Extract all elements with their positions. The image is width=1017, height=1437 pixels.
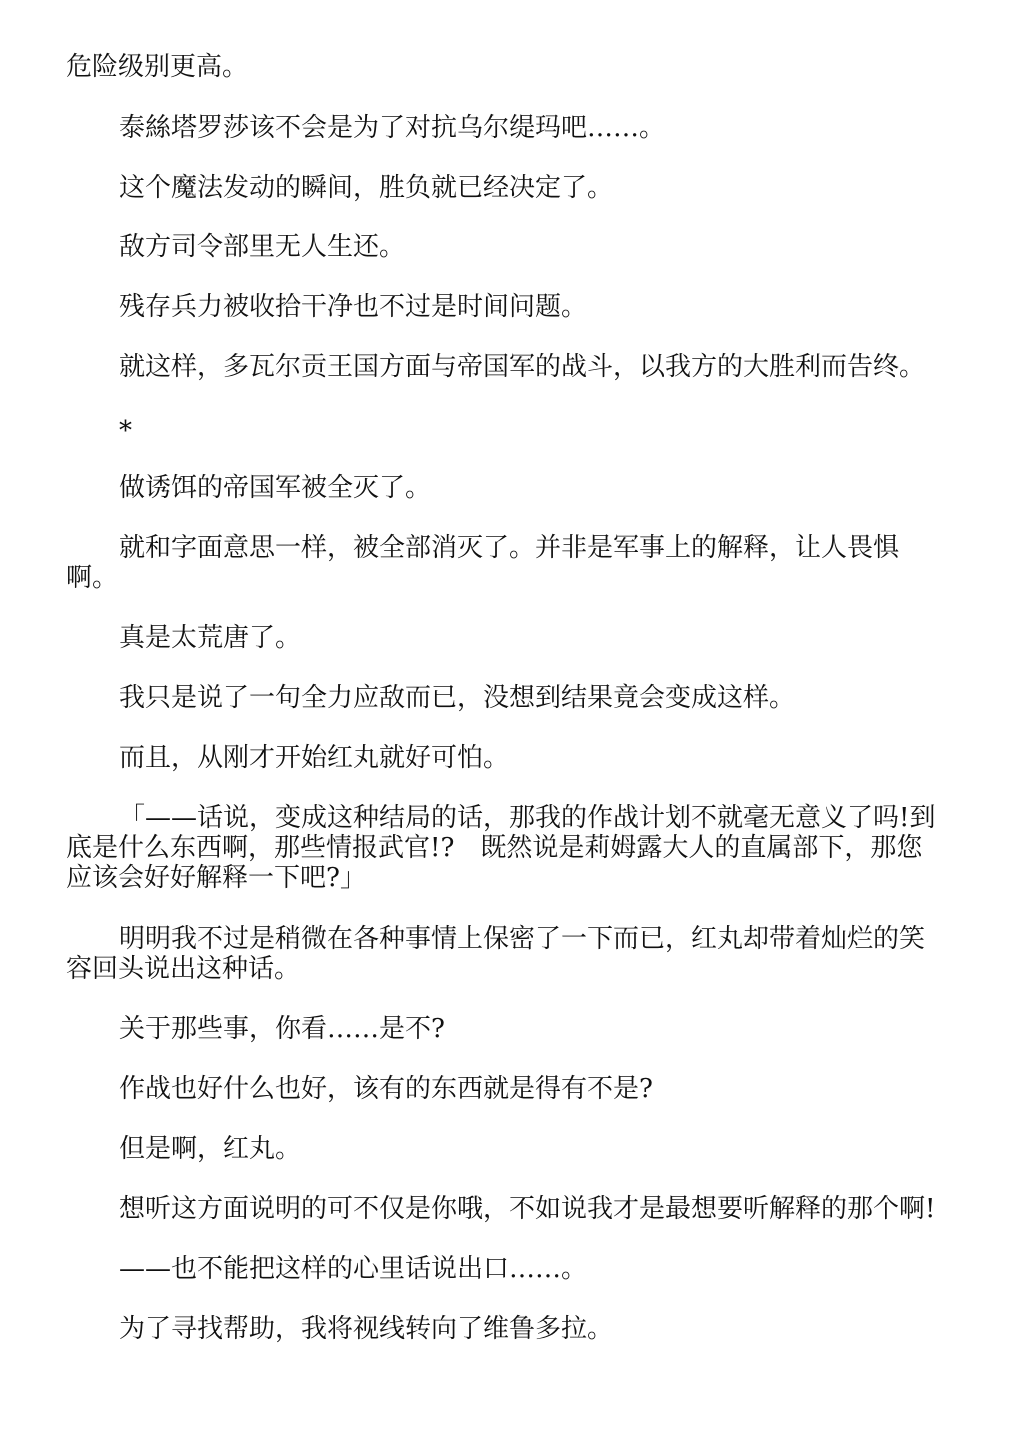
- paragraph: 泰絲塔罗莎该不会是为了对抗乌尔缇玛吧……。: [119, 113, 666, 143]
- paragraph: 就这样，多瓦尔贡王国方面与帝国军的战斗，以我方的大胜利而告终。: [119, 352, 926, 382]
- paragraph: 就和字面意思一样，被全部消灭了。并非是军事上的解释，让人畏惧啊。: [66, 533, 900, 593]
- paragraph: 作战也好什么也好，该有的东西就是得有不是?: [119, 1074, 653, 1104]
- paragraph: 为了寻找帮助，我将视线转向了维鲁多拉。: [119, 1314, 614, 1344]
- paragraph: 但是啊，红丸。: [119, 1134, 302, 1164]
- paragraph: ——也不能把这样的心里话说出口……。: [119, 1254, 588, 1284]
- paragraph: 危险级别更高。: [66, 52, 249, 82]
- paragraph: 敌方司令部里无人生还。: [119, 232, 406, 262]
- paragraph: 想听这方面说明的可不仅是你哦，不如说我才是最想要听解释的那个啊!: [119, 1194, 936, 1224]
- scene-break-asterisk: *: [119, 416, 132, 446]
- paragraph: 真是太荒唐了。: [119, 623, 302, 653]
- paragraph: 我只是说了一句全力应敌而已，没想到结果竟会变成这样。: [119, 683, 796, 713]
- paragraph: 明明我不过是稍微在各种事情上保密了一下而已，红丸却带着灿烂的笑容回头说出这种话。: [66, 924, 926, 984]
- paragraph: 关于那些事，你看……是不?: [119, 1014, 445, 1044]
- dialogue-paragraph: 「——话说，变成这种结局的话，那我的作战计划不就毫无意义了吗!到底是什么东西啊，那些情报武官!? 既然说是莉姆露大人的直属部下，那您应该会好好解释一下吧?」: [66, 803, 936, 893]
- paragraph: 而且，从刚才开始红丸就好可怕。: [119, 743, 510, 773]
- paragraph: 这个魔法发动的瞬间，胜负就已经决定了。: [119, 173, 614, 203]
- paragraph: 做诱饵的帝国军被全灭了。: [119, 473, 432, 503]
- paragraph: 残存兵力被收拾干净也不过是时间问题。: [119, 292, 588, 322]
